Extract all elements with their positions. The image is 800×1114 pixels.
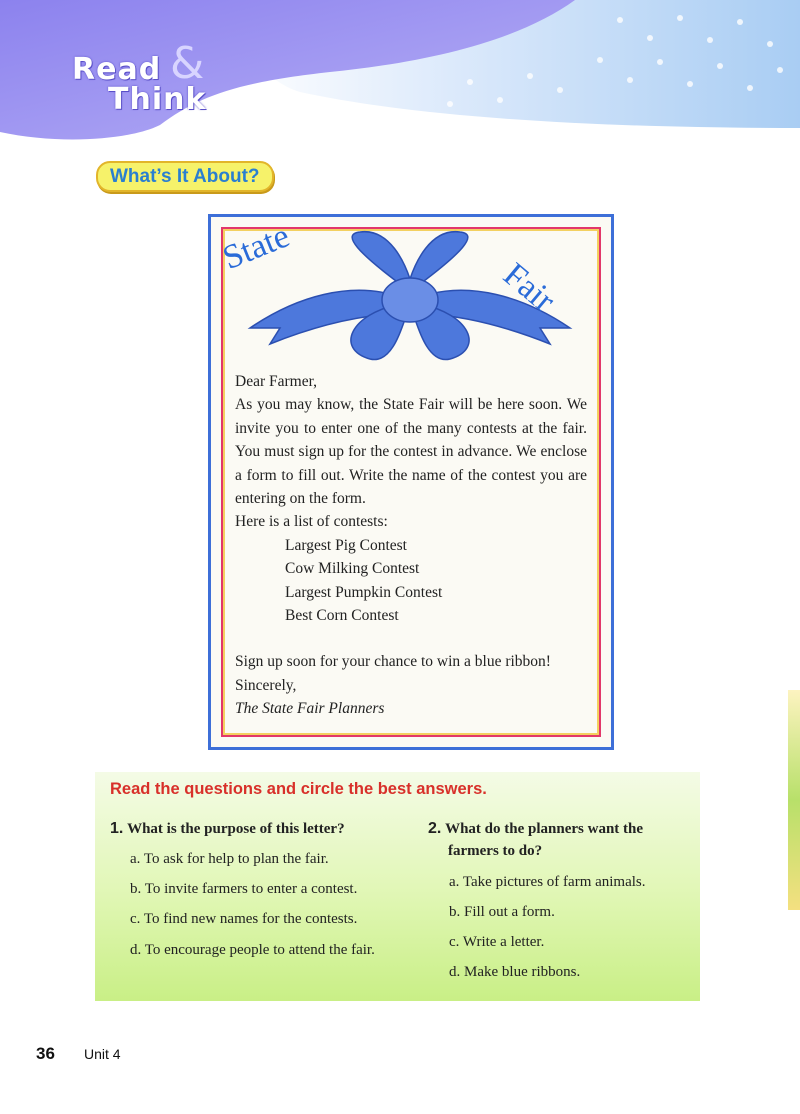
letter-heading-state: State [217,217,295,278]
title-read: Read [72,52,162,87]
letter-sign-off: Sincerely, [235,676,297,694]
question-1-option-a[interactable]: a. To ask for help to plan the fair. [130,851,329,867]
question-2-text-line1: What do the planners want the [445,821,644,837]
section-label: What’s It About? [96,161,274,192]
question-2-text-line2: farmers to do? [448,843,543,859]
question-2-option-a[interactable]: a. Take pictures of farm animals. [449,874,646,890]
question-1-option-c[interactable]: c. To find new names for the contests. [130,911,358,927]
header-banner [0,0,800,150]
question-1-text: What is the purpose of this letter? [127,821,345,837]
letter-closing-line: Sign up soon for your chance to win a blue ribbon! [235,653,551,671]
question-2-line2 [448,843,542,860]
letter-greeting: Dear Farmer, [235,373,318,390]
title-ampersand: & [170,38,205,89]
side-decoration [788,690,800,910]
question-2-number: 2. [428,820,442,837]
questions-instruction: Read the questions and circle the best answers. [110,780,487,798]
contest-item: Largest Pumpkin Contest [285,583,443,601]
page-number: 36 [36,1044,55,1063]
contest-item: Best Corn Contest [285,607,399,625]
contest-item: Cow Milking Contest [285,560,420,578]
letter-signature: The State Fair Planners [235,700,385,718]
letter-heading-fair: Fair [496,256,562,320]
question-2-option-b[interactable]: b. Fill out a form. [449,904,555,920]
question-2-option-c[interactable]: c. Write a letter. [449,934,545,950]
question-1-option-d[interactable]: d. To encourage people to attend the fair. [130,942,375,958]
letter-body [235,370,587,721]
question-2-option-d[interactable]: d. Make blue ribbons. [449,964,581,980]
letter-paragraph: As you may know, the State Fair will be here soon. We invite you to enter one of the many contests at the fair. You must sign up for the contest in advance. We enclose a form to fill out. Write the name of the contest you are entering on the form. [235,396,587,508]
question-1-option-b[interactable]: b. To invite farmers to enter a contest. [130,881,358,897]
unit-label: Unit 4 [84,1046,121,1062]
title-think: Think [108,82,207,117]
question-1-number: 1. [110,820,124,837]
question-1 [110,820,345,838]
contest-item: Largest Pig Contest [285,536,407,554]
question-2 [428,820,643,838]
letter-list-intro: Here is a list of contests: [235,513,388,531]
